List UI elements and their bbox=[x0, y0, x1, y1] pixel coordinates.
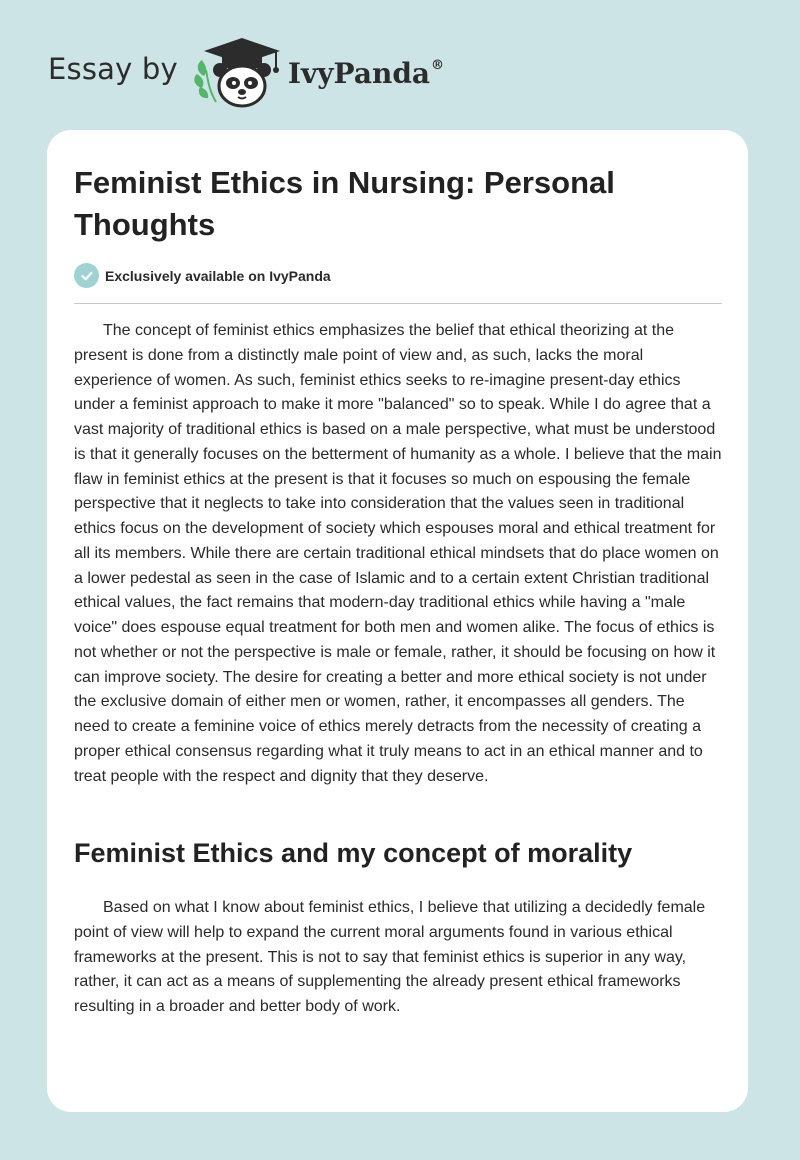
panda-graduate-icon[interactable] bbox=[192, 36, 284, 108]
section-heading: Feminist Ethics and my concept of morality bbox=[74, 838, 633, 868]
essay-card bbox=[47, 130, 748, 1112]
essay-paragraph-2: Based on what I know about feminist ethics, I believe that utilizing a decidedly female point of view will help to expand the current moral arguments found in various ethical frameworks at the present. This is not to say that feminist ethics is superior in any way, rather, it can act as a means of supplementing the already present ethical frameworks resulting in a broader and better body of work. bbox=[74, 899, 706, 1015]
site-header bbox=[48, 36, 444, 108]
exclusive-badge-label: Exclusively available on IvyPanda bbox=[105, 267, 331, 284]
brand-name[interactable]: IvyPanda® bbox=[287, 56, 445, 90]
check-circle-icon bbox=[74, 263, 99, 288]
essay-by-label: Essay by bbox=[48, 52, 178, 86]
divider bbox=[74, 303, 722, 304]
essay-paragraph-1: The concept of feminist ethics emphasizes the belief that ethical theorizing at the present is done from a distinctly male point of view and, as such, lacks the moral experience of women. As such, feminist ethics seeks to re-imagine present-day ethics under a feminist approach to make it more "balanced" so to speak. While I do agree that a vast majority of traditional ethics is based on a male perspective, what must be understood is that it generally focuses on the betterment of humanity as a whole. I believe that the main flaw in feminist ethics at the present is that it focuses so much on espousing the female perspective that it neglects to take into consideration that the values seen in traditional ethics focus on the development of society which espouses moral and ethical treatment for all its members. While there are certain traditional ethical mindsets that do place women on a lower pedestal as seen in the case of Islamic and to a certain extent Christian traditional ethical values, the fact remains that modern-day traditional ethics while having a "male voice" does espouse equal treatment for both men and women alike. The focus of ethics is not whether or not the perspective is male or female, rather, it should be focusing on how it can improve society. The desire for creating a better and more ethical society is not under the exclusive domain of either men or women, rather, it encompasses all genders. The need to create a feminine voice of ethics merely detracts from the necessity of creating a proper ethical consensus regarding what it truly means to act in an ethical manner and to treat people with the respect and dignity that they deserve. bbox=[74, 322, 722, 785]
registered-mark: ® bbox=[431, 57, 445, 73]
exclusive-badge bbox=[74, 263, 331, 288]
page-title: Feminist Ethics in Nursing: Personal Thoughts bbox=[74, 165, 615, 242]
